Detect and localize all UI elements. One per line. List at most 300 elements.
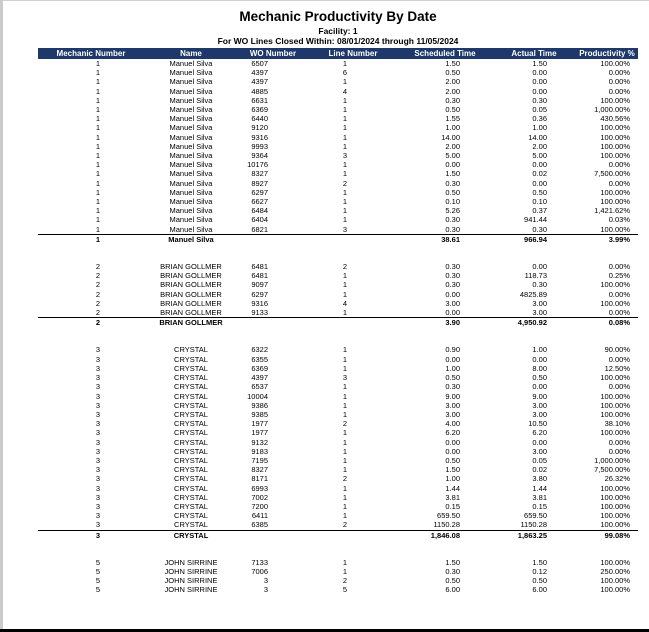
cell: 5.26	[445, 206, 460, 216]
cell: 659.50	[524, 511, 547, 521]
cell: 6.00	[445, 585, 460, 595]
cell: 6	[342, 68, 347, 78]
cell: 6355	[251, 354, 268, 364]
cell: 0.00	[532, 382, 547, 392]
cell: 1	[342, 428, 347, 438]
cell: 1	[95, 169, 100, 179]
cell: 6.00	[532, 585, 547, 595]
cell: 0.30	[445, 215, 460, 225]
cell: 1	[95, 114, 100, 124]
cell: 6297	[251, 289, 268, 299]
cell: 0.00	[445, 354, 460, 364]
table-row	[38, 206, 638, 215]
cell: Manuel Silva	[169, 197, 213, 207]
cell: 8.00	[532, 363, 547, 373]
table-row	[38, 87, 638, 96]
cell	[238, 244, 308, 262]
cell	[238, 234, 308, 244]
cell: 100.00%	[600, 197, 630, 207]
cell: 100.00%	[600, 95, 630, 105]
table-row	[38, 364, 638, 373]
cell: Manuel Silva	[169, 105, 213, 115]
cell	[308, 318, 398, 328]
cell: 0.90	[445, 345, 460, 355]
cell: 7133	[251, 557, 268, 567]
cell: 1	[342, 160, 347, 170]
cell: 0.30	[532, 280, 547, 290]
cell: 1.50	[445, 465, 460, 475]
cell: 0.00	[532, 262, 547, 272]
cell: 0.00	[532, 86, 547, 96]
column-header-wo-number: WO Number	[238, 48, 308, 59]
cell: 1	[95, 178, 100, 188]
table-row	[38, 428, 638, 437]
cell: 5	[95, 566, 100, 576]
cell: 1	[342, 95, 347, 105]
cell: 1	[95, 197, 100, 207]
table-row	[38, 447, 638, 456]
cell	[308, 327, 398, 345]
cell: 3	[95, 363, 100, 373]
cell: 2	[95, 280, 100, 290]
cell: 9.00	[532, 391, 547, 401]
cell: 4825.89	[519, 289, 547, 299]
cell: 3	[263, 576, 268, 586]
cell: 0.25%	[608, 271, 630, 281]
cell: 1	[342, 446, 347, 456]
cell: BRIAN GOLLMER	[160, 262, 222, 272]
cell: 6537	[251, 382, 268, 392]
cell: 1	[342, 105, 347, 115]
cell: 0.00%	[608, 68, 630, 78]
cell: 2	[95, 298, 100, 308]
cell: 9316	[251, 132, 268, 142]
cell: 1	[342, 141, 347, 151]
cell: 1	[342, 511, 347, 521]
cell: 3.00	[532, 446, 547, 456]
cell: 1150.28	[433, 520, 460, 530]
cell: 1	[342, 557, 347, 567]
table-row	[38, 456, 638, 465]
cell: 1150.28	[520, 520, 547, 530]
table-row	[38, 105, 638, 114]
cell: 7002	[251, 492, 268, 502]
table-row	[38, 114, 638, 123]
cell: JOHN SIRRINE	[164, 557, 218, 567]
cell: 1	[342, 289, 347, 299]
cell: 0.00%	[608, 308, 630, 318]
cell: 100.00%	[600, 141, 630, 151]
cell: 9.00	[445, 391, 460, 401]
cell: 1.00	[532, 345, 547, 355]
cell: 0.50	[445, 187, 460, 197]
cell: 1	[342, 483, 347, 493]
cell	[38, 327, 144, 345]
table-row	[38, 271, 638, 280]
cell: CRYSTAL	[174, 465, 208, 475]
cell: 6369	[251, 363, 268, 373]
cell: 0.00%	[608, 437, 630, 447]
cell: Manuel Silva	[169, 206, 213, 216]
cell: 1	[95, 123, 100, 133]
table-row	[38, 520, 638, 530]
cell: 7195	[251, 455, 268, 465]
cell: 1,863.25	[492, 530, 576, 540]
cell: CRYSTAL	[174, 511, 208, 521]
cell: 1	[342, 123, 347, 133]
column-header-line-number: Line Number	[308, 48, 398, 59]
cell: 4885	[251, 86, 268, 96]
section-total-row	[38, 318, 638, 328]
cell: 3.81	[445, 492, 460, 502]
table-row	[38, 68, 638, 77]
cell: Manuel Silva	[169, 215, 213, 225]
table-row	[38, 96, 638, 105]
cell: CRYSTAL	[174, 501, 208, 511]
cell: 1	[342, 566, 347, 576]
cell: 0.00%	[608, 446, 630, 456]
cell: 0.00%	[608, 77, 630, 87]
cell: 1	[95, 132, 100, 142]
cell: 5.00	[445, 151, 460, 161]
cell: Manuel Silva	[169, 151, 213, 161]
cell: CRYSTAL	[174, 492, 208, 502]
cell: 100.00%	[600, 576, 630, 586]
cell: 6369	[251, 105, 268, 115]
cell: 0.00	[532, 437, 547, 447]
cell: CRYSTAL	[174, 382, 208, 392]
cell: 6.20	[532, 428, 547, 438]
cell: 6322	[251, 345, 268, 355]
cell: 3	[95, 428, 100, 438]
cell: 3	[95, 419, 100, 429]
cell: 0.00	[445, 308, 460, 318]
cell: Manuel Silva	[169, 132, 213, 142]
cell: 26.32%	[604, 474, 630, 484]
cell: CRYSTAL	[144, 530, 238, 540]
table-row	[38, 465, 638, 474]
cell: Manuel Silva	[169, 187, 213, 197]
cell: 1,000.00%	[594, 105, 630, 115]
cell: Manuel Silva	[169, 141, 213, 151]
table-row	[38, 215, 638, 224]
cell: 2.00	[445, 77, 460, 87]
page-title: Mechanic Productivity By Date	[239, 9, 437, 24]
cell: 6631	[251, 95, 268, 105]
cell: 3	[95, 409, 100, 419]
cell: 8327	[251, 465, 268, 475]
cell: 1	[95, 141, 100, 151]
cell: 1	[342, 363, 347, 373]
report-table-body	[38, 59, 638, 595]
cell: 3	[95, 455, 100, 465]
cell: 99.08%	[576, 530, 638, 540]
cell: 100.00%	[600, 520, 630, 530]
cell: 3	[263, 585, 268, 595]
cell: 0.50	[445, 68, 460, 78]
cell: CRYSTAL	[174, 428, 208, 438]
cell: Manuel Silva	[169, 123, 213, 133]
cell: 1,421.62%	[594, 206, 630, 216]
cell: 4397	[251, 373, 268, 383]
cell: 3	[95, 400, 100, 410]
table-row	[38, 290, 638, 299]
cell: BRIAN GOLLMER	[160, 308, 222, 318]
cell	[38, 540, 144, 558]
cell: 0.00%	[608, 160, 630, 170]
cell: 4.00	[445, 419, 460, 429]
cell: 1	[95, 77, 100, 87]
cell: 3	[342, 373, 347, 383]
cell: 3	[95, 465, 100, 475]
cell: 3	[95, 520, 100, 530]
cell: 7200	[251, 501, 268, 511]
cell: 100.00%	[600, 132, 630, 142]
cell: 1,846.08	[398, 530, 492, 540]
cell	[492, 244, 576, 262]
cell: 1	[342, 132, 347, 142]
cell: 1	[342, 187, 347, 197]
date-range-subtitle: For WO Lines Closed Within: 08/01/2024 through 11/05/2024	[217, 36, 459, 46]
cell: 9183	[251, 446, 268, 456]
cell	[576, 540, 638, 558]
cell: 2	[342, 262, 347, 272]
cell: 1	[342, 455, 347, 465]
cell: 0.36	[532, 114, 547, 124]
cell: 0.00%	[608, 289, 630, 299]
cell: 100.00%	[600, 298, 630, 308]
column-header-mechanic-number: Mechanic Number	[38, 48, 144, 59]
cell: 4,950.92	[492, 318, 576, 328]
cell: CRYSTAL	[174, 354, 208, 364]
table-row	[38, 225, 638, 235]
cell: 9133	[251, 308, 268, 318]
cell: 9316	[251, 298, 268, 308]
cell: 0.00	[532, 68, 547, 78]
facility-subtitle: Facility: 1	[318, 26, 358, 36]
cell: 0.08%	[576, 318, 638, 328]
cell: 1.00	[532, 123, 547, 133]
cell: 1977	[251, 419, 268, 429]
cell: 1	[342, 197, 347, 207]
cell: 6297	[251, 187, 268, 197]
cell: CRYSTAL	[174, 419, 208, 429]
cell: 8327	[251, 169, 268, 179]
window-left-edge	[0, 0, 3, 632]
cell: 8927	[251, 178, 268, 188]
cell: Manuel Silva	[169, 178, 213, 188]
cell: 8171	[251, 474, 268, 484]
cell	[238, 327, 308, 345]
cell: BRIAN GOLLMER	[160, 289, 222, 299]
cell: 3	[95, 437, 100, 447]
cell: 1	[342, 354, 347, 364]
cell: Manuel Silva	[169, 160, 213, 170]
cell: 90.00%	[604, 345, 630, 355]
cell: 3	[95, 345, 100, 355]
cell: 6.20	[445, 428, 460, 438]
cell: 3.81	[532, 492, 547, 502]
cell: 10004	[247, 391, 268, 401]
cell: 4397	[251, 77, 268, 87]
cell: 5	[95, 557, 100, 567]
cell	[398, 540, 492, 558]
cell: 100.00%	[600, 59, 630, 68]
cell: CRYSTAL	[174, 474, 208, 484]
column-header-actual-time: Actual Time	[492, 48, 576, 59]
cell	[492, 327, 576, 345]
cell: 6627	[251, 197, 268, 207]
cell: Manuel Silva	[169, 68, 213, 78]
cell: 1.44	[445, 483, 460, 493]
cell: 1	[95, 151, 100, 161]
cell: 1	[95, 215, 100, 225]
cell: CRYSTAL	[174, 455, 208, 465]
cell: 100.00%	[600, 501, 630, 511]
cell: 1.50	[445, 59, 460, 68]
cell: 9385	[251, 409, 268, 419]
table-row	[38, 151, 638, 160]
cell: CRYSTAL	[174, 483, 208, 493]
cell: 5	[95, 576, 100, 586]
cell: 2.00	[445, 86, 460, 96]
cell: 6481	[251, 262, 268, 272]
cell: 3	[95, 354, 100, 364]
table-row	[38, 355, 638, 364]
cell: 3.00	[445, 409, 460, 419]
cell: 0.15	[445, 501, 460, 511]
cell: CRYSTAL	[174, 437, 208, 447]
cell: 1	[342, 400, 347, 410]
cell: 100.00%	[600, 557, 630, 567]
cell: 3	[95, 501, 100, 511]
cell: 2	[342, 474, 347, 484]
cell: 0.00	[532, 160, 547, 170]
cell: 0.02	[532, 465, 547, 475]
column-header-scheduled-time: Scheduled Time	[398, 48, 492, 59]
cell	[398, 327, 492, 345]
cell: JOHN SIRRINE	[164, 576, 218, 586]
cell: 2	[95, 289, 100, 299]
cell: 2	[342, 178, 347, 188]
cell: 1.50	[445, 169, 460, 179]
cell: 6385	[251, 520, 268, 530]
cell: 1.44	[532, 483, 547, 493]
table-row	[38, 382, 638, 391]
table-row	[38, 373, 638, 382]
cell: 3.00	[532, 308, 547, 318]
cell: 10.50	[528, 419, 547, 429]
cell: 3.90	[398, 318, 492, 328]
cell	[238, 530, 308, 540]
cell: JOHN SIRRINE	[164, 585, 218, 595]
cell: 3.00	[532, 298, 547, 308]
table-row	[38, 160, 638, 169]
cell: 1	[342, 169, 347, 179]
cell: 1.50	[532, 59, 547, 68]
table-row	[38, 169, 638, 178]
cell: 1	[342, 77, 347, 87]
table-row	[38, 438, 638, 447]
cell: 0.50	[532, 187, 547, 197]
cell: CRYSTAL	[174, 373, 208, 383]
cell: 6993	[251, 483, 268, 493]
cell: 0.10	[532, 197, 547, 207]
cell: 0.50	[445, 105, 460, 115]
cell: 100.00%	[600, 492, 630, 502]
cell: 1	[342, 59, 347, 68]
cell: 3.00	[532, 400, 547, 410]
cell: 6440	[251, 114, 268, 124]
cell: 1.00	[445, 363, 460, 373]
cell: CRYSTAL	[174, 400, 208, 410]
cell: 430.56%	[600, 114, 630, 124]
table-row	[38, 142, 638, 151]
cell: 1	[95, 187, 100, 197]
cell: 4	[342, 298, 347, 308]
cell	[308, 234, 398, 244]
cell: 0.00	[532, 77, 547, 87]
cell: 1	[342, 215, 347, 225]
cell: 0.10	[445, 197, 460, 207]
cell: 3	[342, 151, 347, 161]
cell: 0.30	[445, 178, 460, 188]
cell: 3.99%	[576, 234, 638, 244]
cell: JOHN SIRRINE	[164, 566, 218, 576]
cell: 0.00	[445, 289, 460, 299]
table-row	[38, 188, 638, 197]
cell: 100.00%	[600, 400, 630, 410]
cell: CRYSTAL	[174, 345, 208, 355]
cell: 3	[95, 474, 100, 484]
cell: 1	[342, 206, 347, 216]
section-total-row	[38, 234, 638, 244]
cell: 5.00	[532, 151, 547, 161]
table-row	[38, 345, 638, 354]
table-row	[38, 567, 638, 576]
section-gap	[38, 327, 638, 345]
cell: 250.00%	[600, 566, 630, 576]
cell: 100.00%	[600, 585, 630, 595]
cell: 0.00	[532, 354, 547, 364]
cell: 1	[95, 160, 100, 170]
cell: BRIAN GOLLMER	[160, 271, 222, 281]
cell: 1	[95, 105, 100, 115]
cell: Manuel Silva	[169, 169, 213, 179]
cell: Manuel Silva	[144, 234, 238, 244]
cell: 3.00	[445, 298, 460, 308]
cell: 0.03%	[608, 215, 630, 225]
cell: 10176	[247, 160, 268, 170]
cell: 0.30	[445, 262, 460, 272]
table-row	[38, 410, 638, 419]
cell: Manuel Silva	[169, 86, 213, 96]
cell: 14.00	[528, 132, 547, 142]
cell: CRYSTAL	[174, 391, 208, 401]
cell: 1	[342, 492, 347, 502]
cell: BRIAN GOLLMER	[144, 318, 238, 328]
cell: 0.30	[445, 382, 460, 392]
cell: 0.00%	[608, 354, 630, 364]
cell: 3.80	[532, 474, 547, 484]
cell	[308, 530, 398, 540]
cell: 1.50	[445, 557, 460, 567]
cell: 100.00%	[600, 187, 630, 197]
cell: 1.00	[445, 123, 460, 133]
cell: 0.00	[445, 437, 460, 447]
table-row	[38, 197, 638, 206]
cell: 2.00	[445, 141, 460, 151]
